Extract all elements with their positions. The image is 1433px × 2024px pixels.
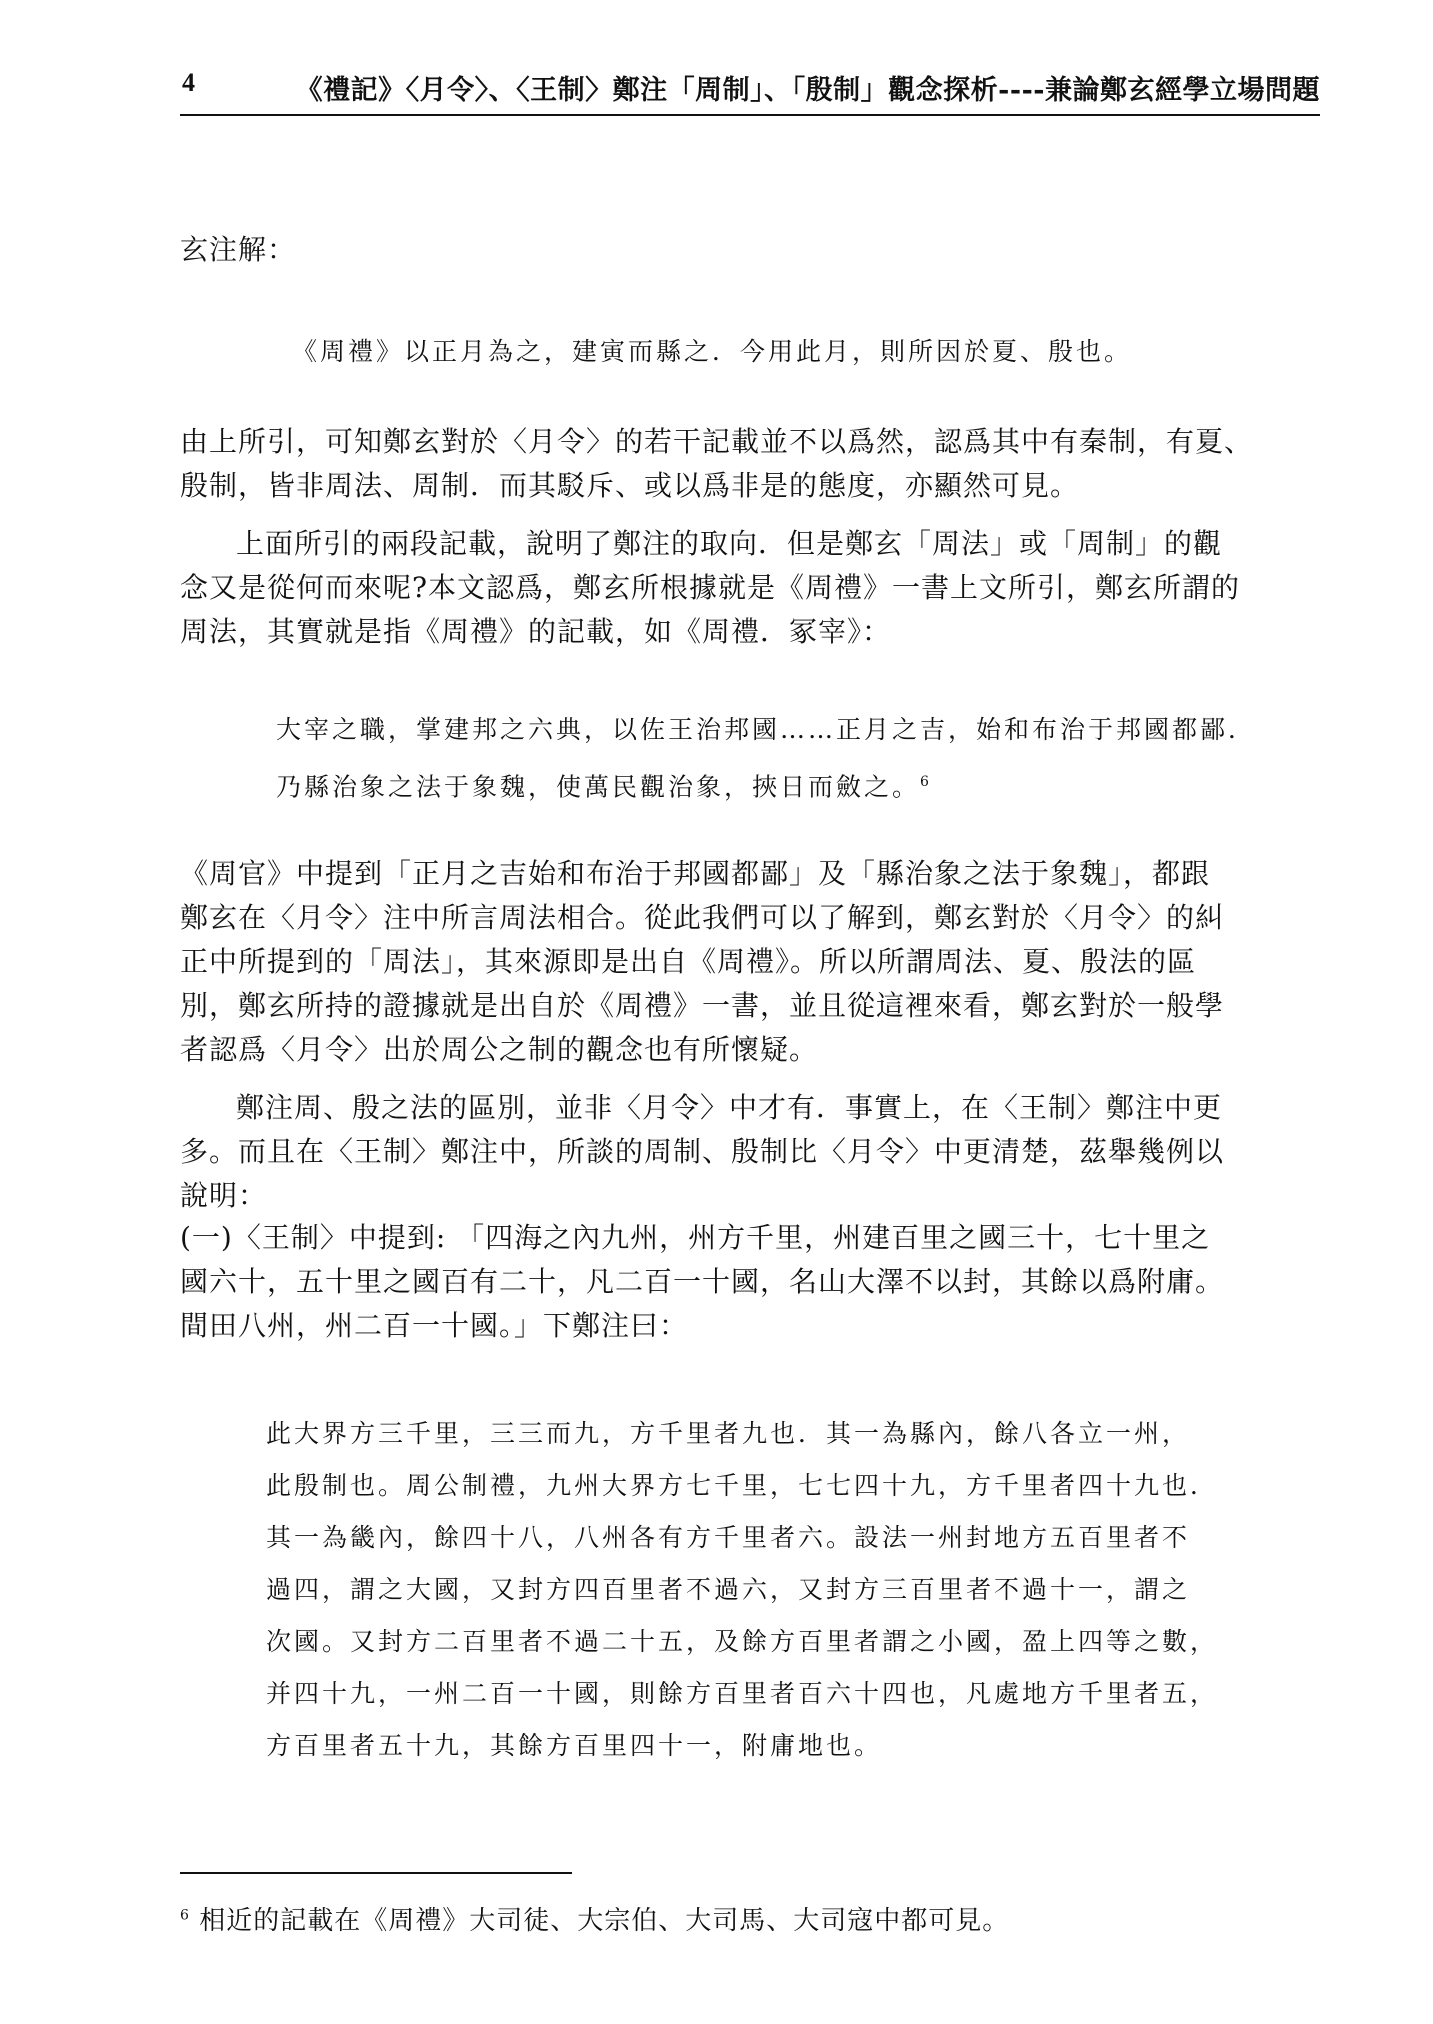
paragraph-4 xyxy=(180,852,1305,1072)
running-header xyxy=(180,62,1320,116)
paragraph-5 xyxy=(180,1086,1305,1218)
paragraph-3 xyxy=(180,522,1305,654)
text-line: 上面所引的兩段記載，說明了鄭注的取向．但是鄭玄「周法」或「周制」的觀 xyxy=(236,527,1223,560)
text-line: 間田八州，州二百一十國。」下鄭注曰： xyxy=(180,1309,689,1342)
block-quote-3 xyxy=(266,1408,1218,1772)
quote-line: 方百里者五十九，其餘方百里四十一，附庸地也。 xyxy=(266,1731,883,1760)
page-number: 4 xyxy=(182,68,195,97)
text-line: 別，鄭玄所持的證據就是出自於《周禮》一書，並且從這裡來看，鄭玄對於一般學 xyxy=(180,989,1225,1022)
paragraph-2 xyxy=(180,420,1305,508)
footnote-marker: 6 xyxy=(180,1907,190,1924)
quote-line: 其一為畿內，餘四十八，八州各有方千里者六。設法一州封地方五百里者不 xyxy=(266,1523,1191,1552)
text-line: (一)〈王制〉中提到: 「四海之內九州，州方千里，州建百里之國三十，七十里之 xyxy=(180,1221,1211,1254)
quote-line: 此殷制也。周公制禮，九州大界方七千里，七七四十九，方千里者四十九也． xyxy=(266,1471,1219,1500)
footnote-ref[interactable]: 6 xyxy=(920,774,932,790)
text-line: 正中所提到的「周法」，其來源即是出自《周禮》。所以所謂周法、夏、殷法的區 xyxy=(180,945,1197,978)
text-line: 多。而且在〈王制〉鄭注中，所談的周制、殷制比〈月令〉中更清楚，茲舉幾例以 xyxy=(180,1135,1225,1168)
block-quote-1 xyxy=(292,326,1132,378)
text-line: 周法，其實就是指《周禮》的記載，如《周禮．冢宰》： xyxy=(180,615,892,648)
quote-line: 此大界方三千里，三三而九，方千里者九也．其一為縣內，餘八各立一州， xyxy=(266,1419,1191,1448)
intro-text: 玄注解： xyxy=(180,233,297,266)
quote-line-with-footnote xyxy=(276,756,1256,813)
text-line: 念又是從何而來呢?本文認爲，鄭玄所根據就是《周禮》一書上文所引，鄭玄所謂的 xyxy=(180,571,1241,604)
quote-line: 并四十九，一州二百一十國，則餘方百里者百六十四也，凡處地方千里者五， xyxy=(266,1679,1219,1708)
text-line: 由上所引，可知鄭玄對於〈月令〉的若干記載並不以爲然，認爲其中有秦制，有夏、 xyxy=(180,425,1254,458)
text-line: 國六十，五十里之國百有二十，凡二百一十國，名山大澤不以封，其餘以爲附庸。 xyxy=(180,1265,1225,1298)
quote-line: 大宰之職，掌建邦之六典，以佐王治邦國……正月之吉，始和布治于邦國都鄙． xyxy=(276,715,1257,744)
text-line: 者認爲〈月令〉出於周公之制的觀念也有所懷疑。 xyxy=(180,1033,819,1066)
text-line: 鄭玄在〈月令〉注中所言周法相合。從此我們可以了解到，鄭玄對於〈月令〉的糾 xyxy=(180,901,1225,934)
footnote xyxy=(180,1900,1009,1937)
footnote-divider xyxy=(180,1872,572,1874)
block-quote-2 xyxy=(276,704,1256,813)
text-line: 殷制，皆非周法、周制．而其駁斥、或以爲非是的態度，亦顯然可見。 xyxy=(180,469,1080,502)
quote-line: 過四，謂之大國，又封方四百里者不過六，又封方三百里者不過十一，謂之 xyxy=(266,1575,1191,1604)
paragraph-6 xyxy=(180,1216,1305,1348)
footnote-text: 相近的記載在《周禮》大司徒、大宗伯、大司馬、大司寇中都可見。 xyxy=(199,1906,1010,1936)
quote-line: 次國。又封方二百里者不過二十五，及餘方百里者謂之小國，盈上四等之數， xyxy=(266,1627,1219,1656)
quote-line: 《周禮》以正月為之，建寅而縣之．今用此月，則所因於夏、殷也。 xyxy=(292,337,1133,366)
text-line: 《周官》中提到「正月之吉始和布治于邦國都鄙」及「縣治象之法于象魏」，都跟 xyxy=(180,857,1211,890)
text-line: 說明： xyxy=(180,1179,268,1212)
paragraph-intro xyxy=(180,228,1305,272)
running-title: 《禮記》〈月令〉、〈王制〉鄭注「周制」、「殷制」觀念探析----兼論鄭玄經學立場問題 xyxy=(295,75,1320,106)
text-line: 鄭注周、殷之法的區別，並非〈月令〉中才有．事實上，在〈王制〉鄭注中更 xyxy=(236,1091,1223,1124)
quote-line: 乃縣治象之法于象魏，使萬民觀治象，挾日而斂之。 xyxy=(276,772,921,802)
